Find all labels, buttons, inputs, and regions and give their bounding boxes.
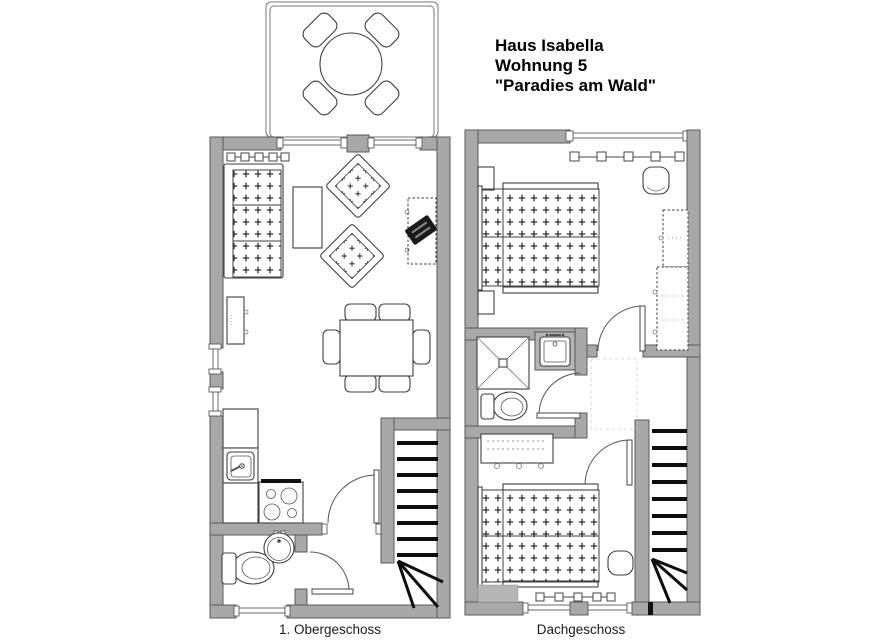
floorplan-dachgeschoss: [465, 130, 700, 637]
nightstand: [478, 291, 494, 314]
door-swing: [598, 306, 645, 351]
washbasin: [535, 332, 575, 370]
dining-set: [323, 304, 430, 392]
bedroom-window: [528, 605, 570, 610]
staircase: [652, 429, 687, 603]
bath-window: [238, 608, 285, 613]
door-swing: [328, 470, 379, 523]
radiator: [227, 153, 289, 161]
staircase: [397, 441, 443, 608]
balcony-table: [320, 33, 382, 95]
dresser: [481, 434, 553, 469]
balcony-window: [372, 140, 418, 145]
title-line-1: Haus Isabella: [495, 36, 604, 55]
armchair: [319, 223, 384, 288]
chair: [643, 167, 669, 194]
title-line-2: Wohnung 5: [495, 56, 588, 75]
door-swing: [310, 552, 353, 594]
radiator: [570, 152, 684, 161]
door-swing: [585, 440, 632, 485]
bedroom-window: [572, 133, 684, 138]
door-swing: [537, 373, 580, 418]
balcony: [266, 2, 438, 137]
shower: [477, 337, 529, 389]
double-bed: [478, 484, 599, 587]
sofa: [224, 164, 283, 278]
dining-chair: [379, 304, 410, 321]
stool: [608, 551, 633, 575]
label-dachgeschoss: Dachgeschoss: [536, 622, 626, 637]
label-obergeschoss: 1. Obergeschoss: [278, 622, 382, 637]
title-line-3: "Paradies am Wald": [495, 76, 656, 95]
sideboard: [227, 297, 248, 344]
side-window: [213, 392, 218, 411]
dining-chair: [379, 375, 410, 392]
wardrobe: [659, 210, 688, 267]
dining-table: [340, 320, 413, 376]
washbasin: [264, 531, 294, 563]
kitchen-sink: [227, 452, 254, 480]
dining-chair: [345, 375, 376, 392]
toilet: [481, 392, 527, 420]
floorplan-obergeschoss: [209, 2, 450, 637]
title-block: [495, 36, 656, 95]
side-window: [213, 349, 218, 369]
tv-cabinet: [404, 198, 437, 264]
coffee-table: [293, 187, 322, 248]
bedroom-window: [588, 605, 632, 610]
stove: [259, 479, 303, 523]
dining-chair: [345, 304, 376, 321]
radiator: [536, 593, 615, 601]
dining-chair: [323, 330, 340, 364]
balcony-window: [283, 140, 343, 145]
double-bed: [478, 183, 599, 293]
hall-floor-marking: [591, 359, 637, 429]
knee-wall: [478, 585, 518, 602]
kitchen-counter: [223, 409, 303, 523]
armchair: [325, 153, 390, 218]
wardrobe: [653, 267, 688, 350]
dining-chair: [413, 330, 430, 364]
